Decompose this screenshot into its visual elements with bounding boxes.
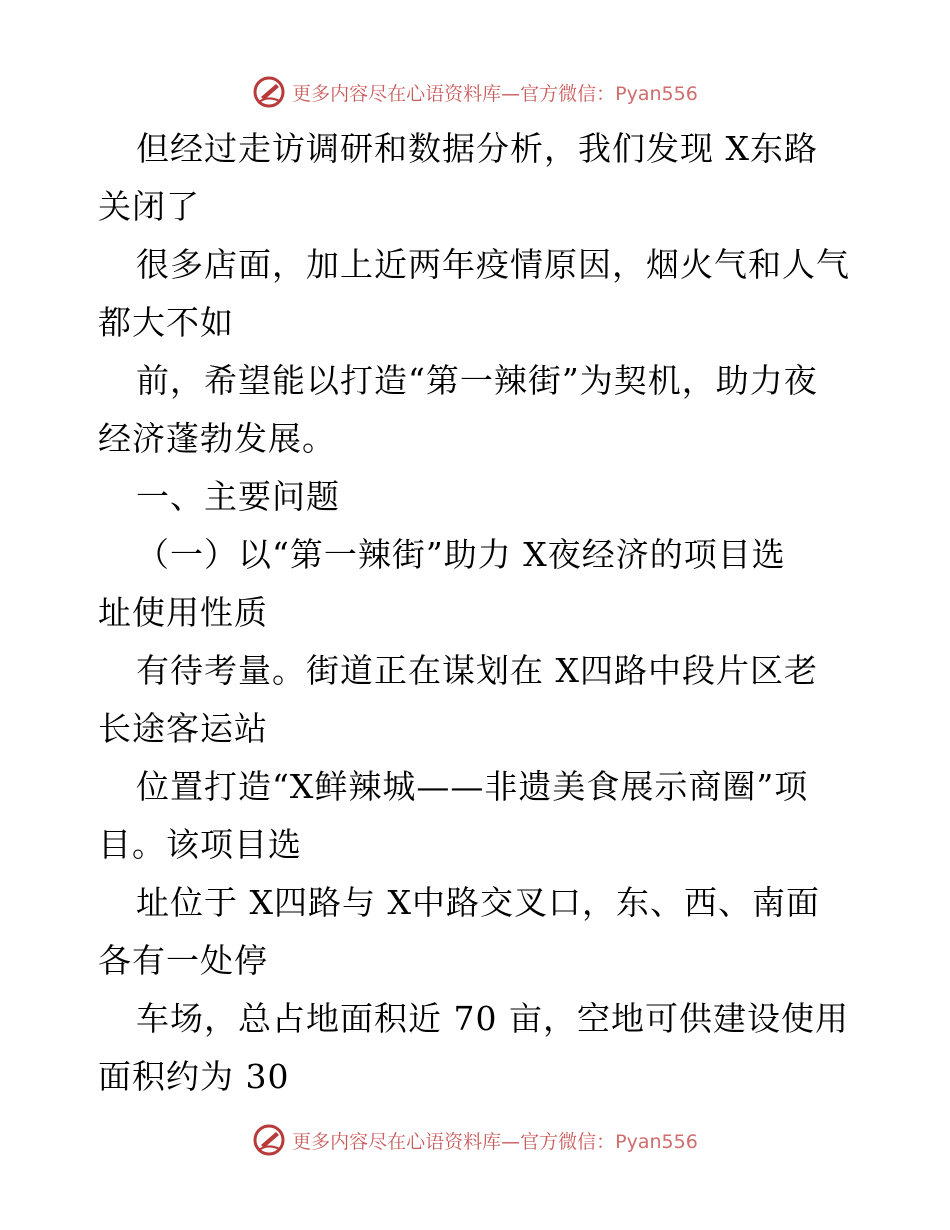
text-line: 长途客运站 bbox=[98, 709, 268, 748]
text-line: 目。该项目选 bbox=[98, 825, 302, 864]
text-line: 面积约为 30 bbox=[98, 1057, 290, 1096]
text-line: 前，希望能以打造“第一辣街”为契机，助力夜 bbox=[136, 361, 818, 400]
text-line: 各有一处停 bbox=[98, 941, 268, 980]
document-body bbox=[98, 120, 858, 1106]
text-line: 很多店面，加上近两年疫情原因，烟火气和人气 bbox=[136, 245, 850, 284]
watermark-text: 更多内容尽在心语资料库—官方微信：Pyan556 bbox=[292, 1130, 698, 1153]
text-line: 有待考量。街道正在谋划在 X四路中段片区老 bbox=[136, 651, 818, 690]
pen-logo-icon bbox=[252, 75, 286, 109]
text-line: 关闭了 bbox=[98, 187, 200, 226]
text-line: 经济蓬勃发展。 bbox=[98, 419, 336, 458]
subsection-heading: （一）以“第一辣街”助力 X夜经济的项目选 bbox=[136, 535, 786, 574]
pen-logo-icon bbox=[252, 1123, 286, 1157]
text-line: 都大不如 bbox=[98, 303, 234, 342]
text-line: 址位于 X四路与 X中路交叉口，东、西、南面 bbox=[136, 883, 820, 922]
text-line: 车场，总占地面积近 70 亩，空地可供建设使用 bbox=[136, 999, 849, 1038]
section-heading: 一、主要问题 bbox=[136, 477, 340, 516]
text-line: 但经过走访调研和数据分析，我们发现 X东路 bbox=[136, 129, 818, 168]
text-line: 位置打造“X鲜辣城——非遗美食展示商圈”项 bbox=[136, 767, 809, 806]
watermark-text: 更多内容尽在心语资料库—官方微信：Pyan556 bbox=[292, 82, 698, 105]
text-line: 址使用性质 bbox=[98, 593, 268, 632]
watermark-banner-bottom bbox=[0, 1120, 950, 1160]
watermark-banner-top bbox=[0, 72, 950, 112]
